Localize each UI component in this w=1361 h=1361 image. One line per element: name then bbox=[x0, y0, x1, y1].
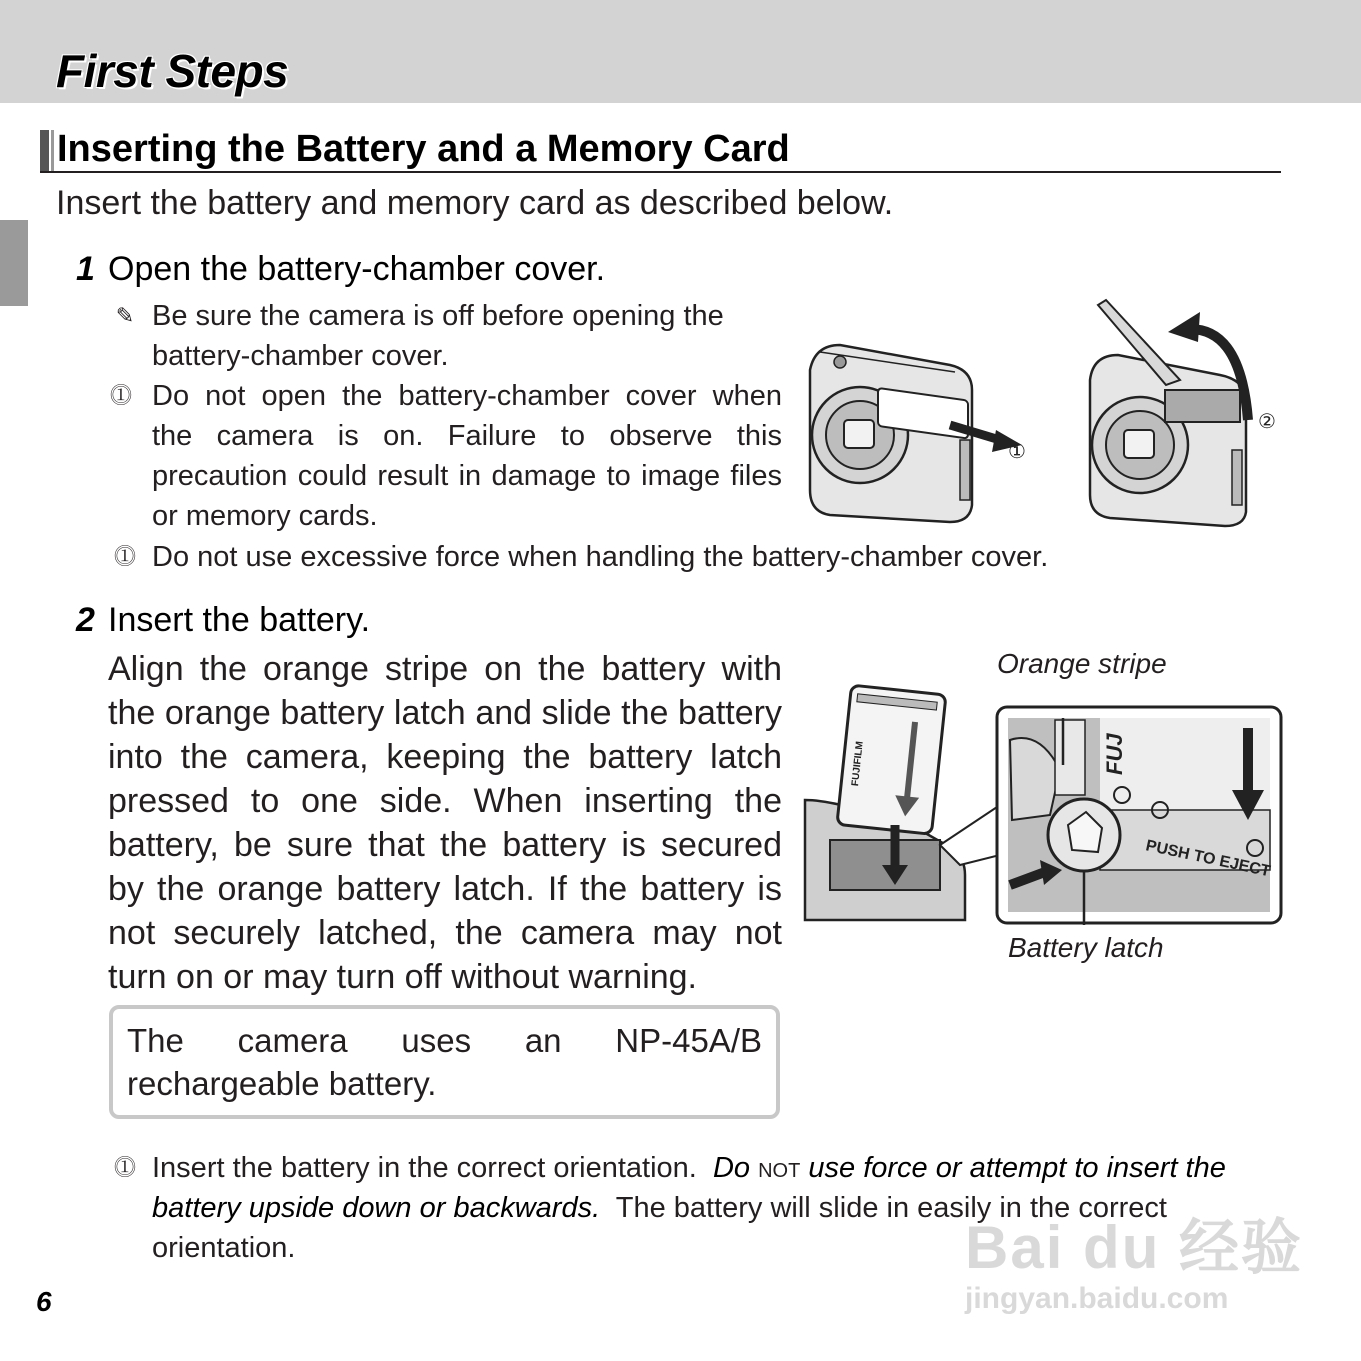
camera-open-illustration bbox=[1090, 300, 1248, 526]
step-1-number: 1 bbox=[76, 250, 95, 288]
intro-text: Insert the battery and memory card as described below. bbox=[56, 184, 894, 222]
step-1-caution-1-text: Do not open the battery-chamber cover when the camera is on. Failure to observe this precaution could result in damage to image files or memory cards. bbox=[152, 380, 782, 532]
caution-lead: Insert the battery in the correct orientation. bbox=[152, 1152, 697, 1184]
insert-battery-figure bbox=[800, 680, 1290, 930]
step-1-note-1-text: Be sure the camera is off before opening the battery-chamber cover. bbox=[152, 300, 724, 372]
figure-marker-1: ① bbox=[1008, 441, 1026, 463]
section-heading bbox=[40, 126, 1281, 173]
section-title: Inserting the Battery and a Memory Card bbox=[57, 128, 790, 170]
watermark-line-2: jingyan.baidu.com bbox=[965, 1282, 1229, 1315]
heading-marker-light bbox=[51, 130, 54, 171]
chapter-side-tab bbox=[0, 220, 28, 306]
battery-note-box bbox=[109, 1005, 780, 1119]
camera-closed-illustration bbox=[810, 345, 1022, 522]
watermark-line-1: Bai du 经验 bbox=[965, 1214, 1304, 1281]
caution-icon: ⓵ bbox=[110, 383, 133, 408]
chapter-title: First Steps bbox=[56, 45, 289, 97]
battery-latch-label: Battery latch bbox=[1008, 932, 1164, 963]
step-1-title: Open the battery-chamber cover. bbox=[108, 250, 606, 288]
battery-note-text: The camera uses an NP-45A/B rechargeable battery. bbox=[127, 1022, 762, 1102]
step-2-title: Insert the battery. bbox=[108, 601, 371, 639]
step-1-caution-2-text: Do not use excessive force when handling the battery-chamber cover. bbox=[152, 541, 1049, 573]
note-icon: ✎ bbox=[115, 303, 135, 328]
caution-tail: The battery will slide in easily in the correct orientation. bbox=[152, 1192, 1167, 1264]
orange-stripe-label: Orange stripe bbox=[997, 648, 1167, 679]
page-number: 6 bbox=[36, 1286, 52, 1317]
caution-emph-do: Do bbox=[712, 1152, 751, 1184]
caution-emph-not: not bbox=[758, 1152, 801, 1184]
caution-icon: ⓵ bbox=[113, 1155, 136, 1180]
baidu-watermark bbox=[965, 1200, 1303, 1316]
step-2-number: 2 bbox=[76, 601, 95, 639]
figure-marker-2: ② bbox=[1258, 411, 1276, 433]
open-cover-figure bbox=[800, 290, 1290, 530]
battery-brand: FUJIFILM bbox=[850, 740, 866, 787]
caution-icon: ⓵ bbox=[113, 544, 136, 569]
caution-emph-rest: use force or attempt to insert the battery upside down or backwards. bbox=[152, 1152, 1226, 1224]
eject-label: PUSH TO EJECT bbox=[1144, 837, 1272, 881]
camera-brand: FUJ bbox=[1102, 733, 1127, 775]
step-1-note-1 bbox=[115, 296, 782, 376]
step-2-body: Align the orange stripe on the battery with the orange battery latch and slide the battery into the camera, keeping the battery latch pressed to one side. When inserting the battery, be sure that the battery is secured by the orange battery latch. If the battery is not securely latched, the camera may not turn on or may turn off without warning. bbox=[108, 650, 782, 996]
step-1-caution-2 bbox=[113, 537, 1252, 577]
step-1-caution-1 bbox=[110, 376, 782, 536]
heading-marker bbox=[40, 130, 49, 171]
